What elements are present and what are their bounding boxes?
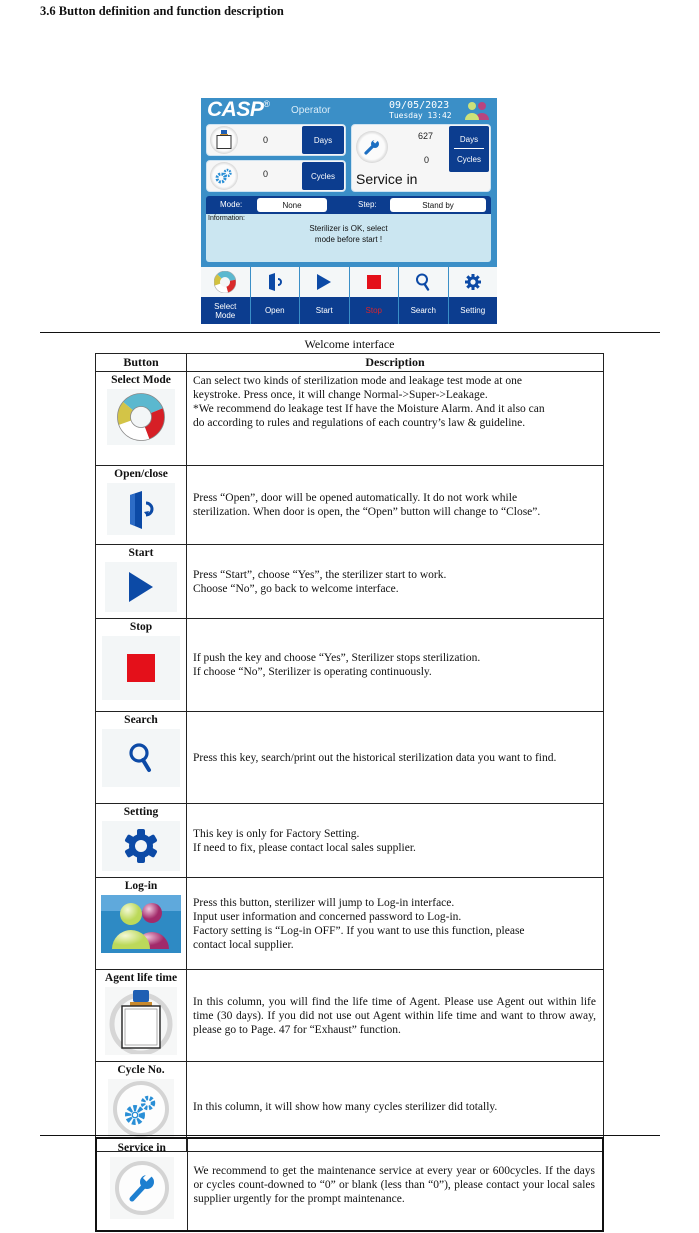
page-break-divider <box>40 1135 660 1136</box>
step-label: Step: <box>358 200 377 209</box>
mode-step-bar <box>206 196 491 214</box>
screen-header <box>201 98 497 122</box>
agent-life-unit: Days <box>302 126 344 154</box>
select-mode-icon <box>107 389 175 445</box>
step-value: Stand by <box>390 198 486 212</box>
button-name: Setting <box>123 806 159 818</box>
button-name: Cycle No. <box>117 1064 165 1076</box>
stop-icon <box>102 636 180 700</box>
search-icon <box>102 729 180 787</box>
service-days-unit: Days <box>454 135 484 149</box>
open-button[interactable]: Open <box>251 267 300 324</box>
start-button[interactable]: Start <box>300 267 349 324</box>
mode-value: None <box>257 198 327 212</box>
service-cycles-value: 0 <box>424 155 430 165</box>
description-cell: Press “Open”, door will be opened automatically. It do not work while sterilization. When door is open, the “Open” button will change to “Close”. <box>187 466 604 545</box>
figure-caption: Welcome interface <box>304 337 395 351</box>
description-cell: Press “Start”, choose “Yes”, the sterilizer start to work. Choose “No”, go back to welcome interface. <box>187 545 604 619</box>
agent-bottle-icon <box>210 126 238 154</box>
table-row <box>96 545 604 619</box>
cycle-number-value: 0 <box>263 169 269 179</box>
header-description: Description <box>187 354 604 372</box>
user-role: Operator <box>291 105 331 116</box>
setting-button[interactable]: Setting <box>449 267 498 324</box>
button-name: Service in <box>117 1142 166 1154</box>
table-row <box>96 970 604 1062</box>
table-header-row <box>96 354 604 372</box>
description-cell: If push the key and choose “Yes”, Sterilizer stops sterilization. If choose “No”, Sterilizer is operating continuously. <box>187 619 604 712</box>
gears-icon <box>210 162 238 190</box>
header-button: Button <box>96 354 187 372</box>
description-cell: This key is only for Factory Setting. If need to fix, please contact local sales supplier. <box>187 804 604 878</box>
gear-icon <box>464 273 482 291</box>
button-name: Log-in <box>124 880 158 892</box>
search-button[interactable]: Search <box>399 267 448 324</box>
button-name: Select Mode <box>111 374 171 386</box>
service-in-label: Service in <box>356 171 418 187</box>
screen-day-time: Tuesday 13:42 <box>389 111 452 120</box>
search-icon <box>415 273 431 291</box>
device-welcome-screen <box>201 98 497 324</box>
screen-date: 09/05/2023 <box>389 100 450 111</box>
button-name: Agent life time <box>104 972 178 984</box>
mode-label: Mode: <box>220 200 243 209</box>
play-icon <box>105 562 177 612</box>
agent-bottle-icon <box>105 987 177 1055</box>
description-cell: Can select two kinds of sterilization mode and leakage test mode at one keystroke. Press once, it will change Normal->Super->Leakage. *We recommend do leakage test If have the Moisture Alarm. And it also can do according to rules and regulations of each country’s law & guideline. <box>187 372 604 466</box>
users-login-icon[interactable] <box>463 100 491 120</box>
service-days-value: 627 <box>418 131 434 141</box>
table-row <box>96 466 604 545</box>
cycle-number-panel <box>206 160 346 192</box>
agent-life-value: 0 <box>263 135 269 145</box>
gears-icon <box>108 1079 174 1139</box>
description-cell: In this column, you will find the life time of Agent. Please use Agent out within life time (30 days). If you did not use out Agent within life time and want to throw away, please go to Page. 47 for “Exhaust” function. <box>187 970 604 1062</box>
wrench-icon <box>356 131 388 163</box>
description-cell: In this column, it will show how many cycles sterilizer did totally. <box>187 1062 604 1152</box>
select-mode-icon <box>214 271 236 293</box>
button-description-table-continued <box>95 1137 604 1232</box>
description-cell: Press this button, sterilizer will jump to Log-in interface. Input user information and concerned password to Log-in. Factory setting is “Log-in OFF”. If you want to use this function, please contact local supplier. <box>187 878 604 970</box>
button-name: Open/close <box>114 468 168 480</box>
top-divider <box>40 332 660 333</box>
table-row <box>96 1138 603 1231</box>
information-label: Information: <box>208 215 245 222</box>
table-row <box>96 372 604 466</box>
stop-icon <box>367 275 381 289</box>
stop-button[interactable]: Stop <box>350 267 399 324</box>
gear-icon <box>102 821 180 871</box>
table-row <box>96 878 604 970</box>
table-row <box>96 619 604 712</box>
play-icon <box>316 273 332 291</box>
service-in-panel <box>351 124 491 192</box>
agent-life-panel <box>206 124 346 156</box>
information-box <box>206 214 491 262</box>
table-row <box>96 712 604 804</box>
users-login-icon <box>101 895 181 953</box>
button-name: Search <box>124 714 158 726</box>
casp-logo: CASP® <box>207 98 270 121</box>
select-mode-button[interactable]: Select Mode <box>201 267 250 324</box>
door-open-icon <box>266 273 284 291</box>
screen-button-bar <box>201 267 497 324</box>
information-message: Sterilizer is OK, select mode before start ! <box>309 224 388 244</box>
service-unit-box <box>449 126 489 172</box>
section-title: 3.6 Button definition and function description <box>40 4 284 18</box>
description-cell: Press this key, search/print out the historical sterilization data you want to find. <box>187 712 604 804</box>
button-description-table <box>95 353 604 1152</box>
door-open-icon <box>107 483 175 535</box>
cycle-number-unit: Cycles <box>302 162 344 190</box>
table-row <box>96 804 604 878</box>
service-cycles-unit: Cycles <box>456 154 481 164</box>
button-name: Stop <box>129 621 153 633</box>
description-cell: We recommend to get the maintenance service at every year or 600cycles. If the days or cycles count-downed to “0” or blank (less than “0”), please contact your local sales supplier urgently for the prompt maintenance. <box>187 1138 603 1231</box>
button-name: Start <box>128 547 154 559</box>
wrench-icon <box>110 1157 174 1219</box>
